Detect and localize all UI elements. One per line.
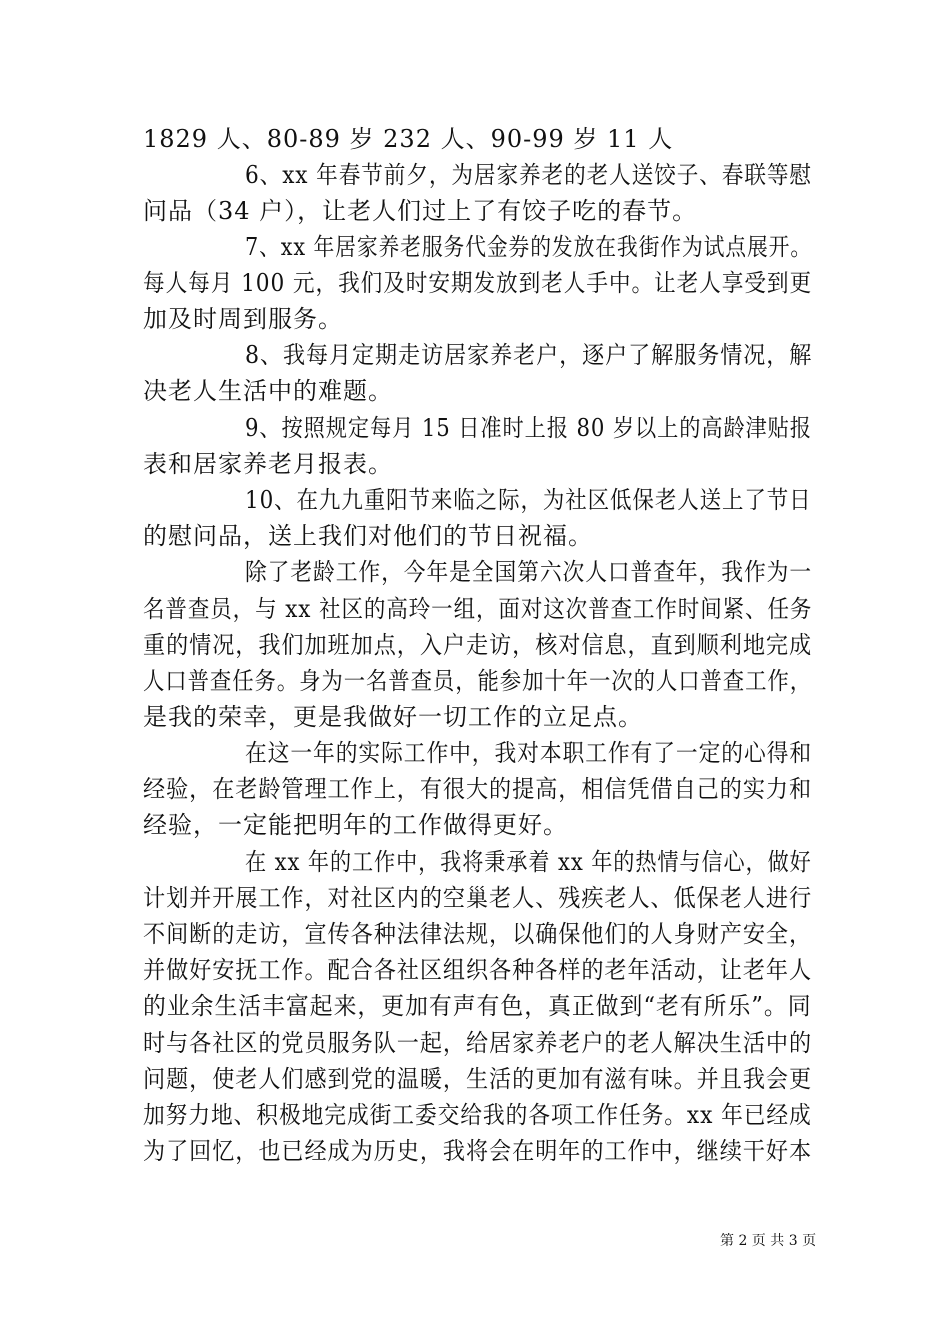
text-line: 在这一年的实际工作中，我对本职工作有了一定的心得和 — [245, 739, 812, 767]
text-line: 在 xx 年的工作中，我将秉承着 xx 年的热情与信心，做好 — [245, 848, 812, 876]
text-line: 为了回忆，也已经成为历史，我将会在明年的工作中，继续干好本 — [143, 1137, 813, 1165]
text-line: 是我的荣幸，更是我做好一切工作的立足点。 — [143, 703, 643, 731]
text-line: 表和居家养老月报表。 — [143, 450, 393, 478]
text-line: 8、我每月定期走访居家养老户，逐户了解服务情况，解 — [245, 341, 813, 369]
text-line: 1829 人、80-89 岁 232 人、90-99 岁 11 人 — [143, 125, 674, 153]
text-line: 问题，使老人们感到党的温暖，生活的更加有滋有味。并且我会更 — [143, 1065, 813, 1093]
text-line: 加及时周到服务。 — [143, 305, 343, 333]
text-line: 每人每月 100 元，我们及时安期发放到老人手中。让老人享受到更 — [143, 269, 813, 297]
text-line: 重的情况，我们加班加点，入户走访，核对信息，直到顺利地完成 — [143, 631, 813, 659]
text-line: 6、xx 年春节前夕，为居家养老的老人送饺子、春联等慰 — [245, 161, 812, 189]
text-line: 加努力地、积极地完成街工委交给我的各项工作任务。xx 年已经成 — [143, 1101, 812, 1129]
text-line: 经验，在老龄管理工作上，有很大的提高，相信凭借自己的实力和 — [143, 775, 813, 803]
text-line: 经验，一定能把明年的工作做得更好。 — [143, 811, 568, 839]
text-line: 7、xx 年居家养老服务代金券的发放在我街作为试点展开。 — [245, 233, 812, 261]
text-line: 并做好安抚工作。配合各社区组织各种各样的老年活动，让老年人 — [143, 956, 813, 984]
text-line: 计划并开展工作，对社区内的空巢老人、残疾老人、低保老人进行 — [143, 884, 813, 912]
text-line: 名普查员，与 xx 社区的高玲一组，面对这次普查工作时间紧、任务 — [143, 595, 813, 623]
text-line: 的慰问品，送上我们对他们的节日祝福。 — [143, 522, 593, 550]
text-line: 10、在九九重阳节来临之际，为社区低保老人送上了节日 — [245, 486, 812, 514]
text-line: 人口普查任务。身为一名普查员，能参加十年一次的人口普查工作， — [143, 667, 812, 695]
page-number-footer: 第 2 页 共 3 页 — [720, 1233, 817, 1249]
text-line: 不间断的走访，宣传各种法律法规，以确保他们的人身财产安全， — [143, 920, 813, 948]
text-line: 时与各社区的党员服务队一起，给居家养老户的老人解决生活中的 — [143, 1029, 813, 1057]
text-line: 9、按照规定每月 15 日准时上报 80 岁以上的高龄津贴报 — [245, 414, 812, 442]
text-line: 的业余生活丰富起来，更加有声有色，真正做到“老有所乐”。同 — [143, 992, 812, 1020]
text-line: 问品（34 户），让老人们过上了有饺子吃的春节。 — [143, 197, 698, 225]
text-line: 除了老龄工作，今年是全国第六次人口普查年，我作为一 — [245, 558, 812, 586]
text-line: 决老人生活中的难题。 — [143, 377, 393, 405]
